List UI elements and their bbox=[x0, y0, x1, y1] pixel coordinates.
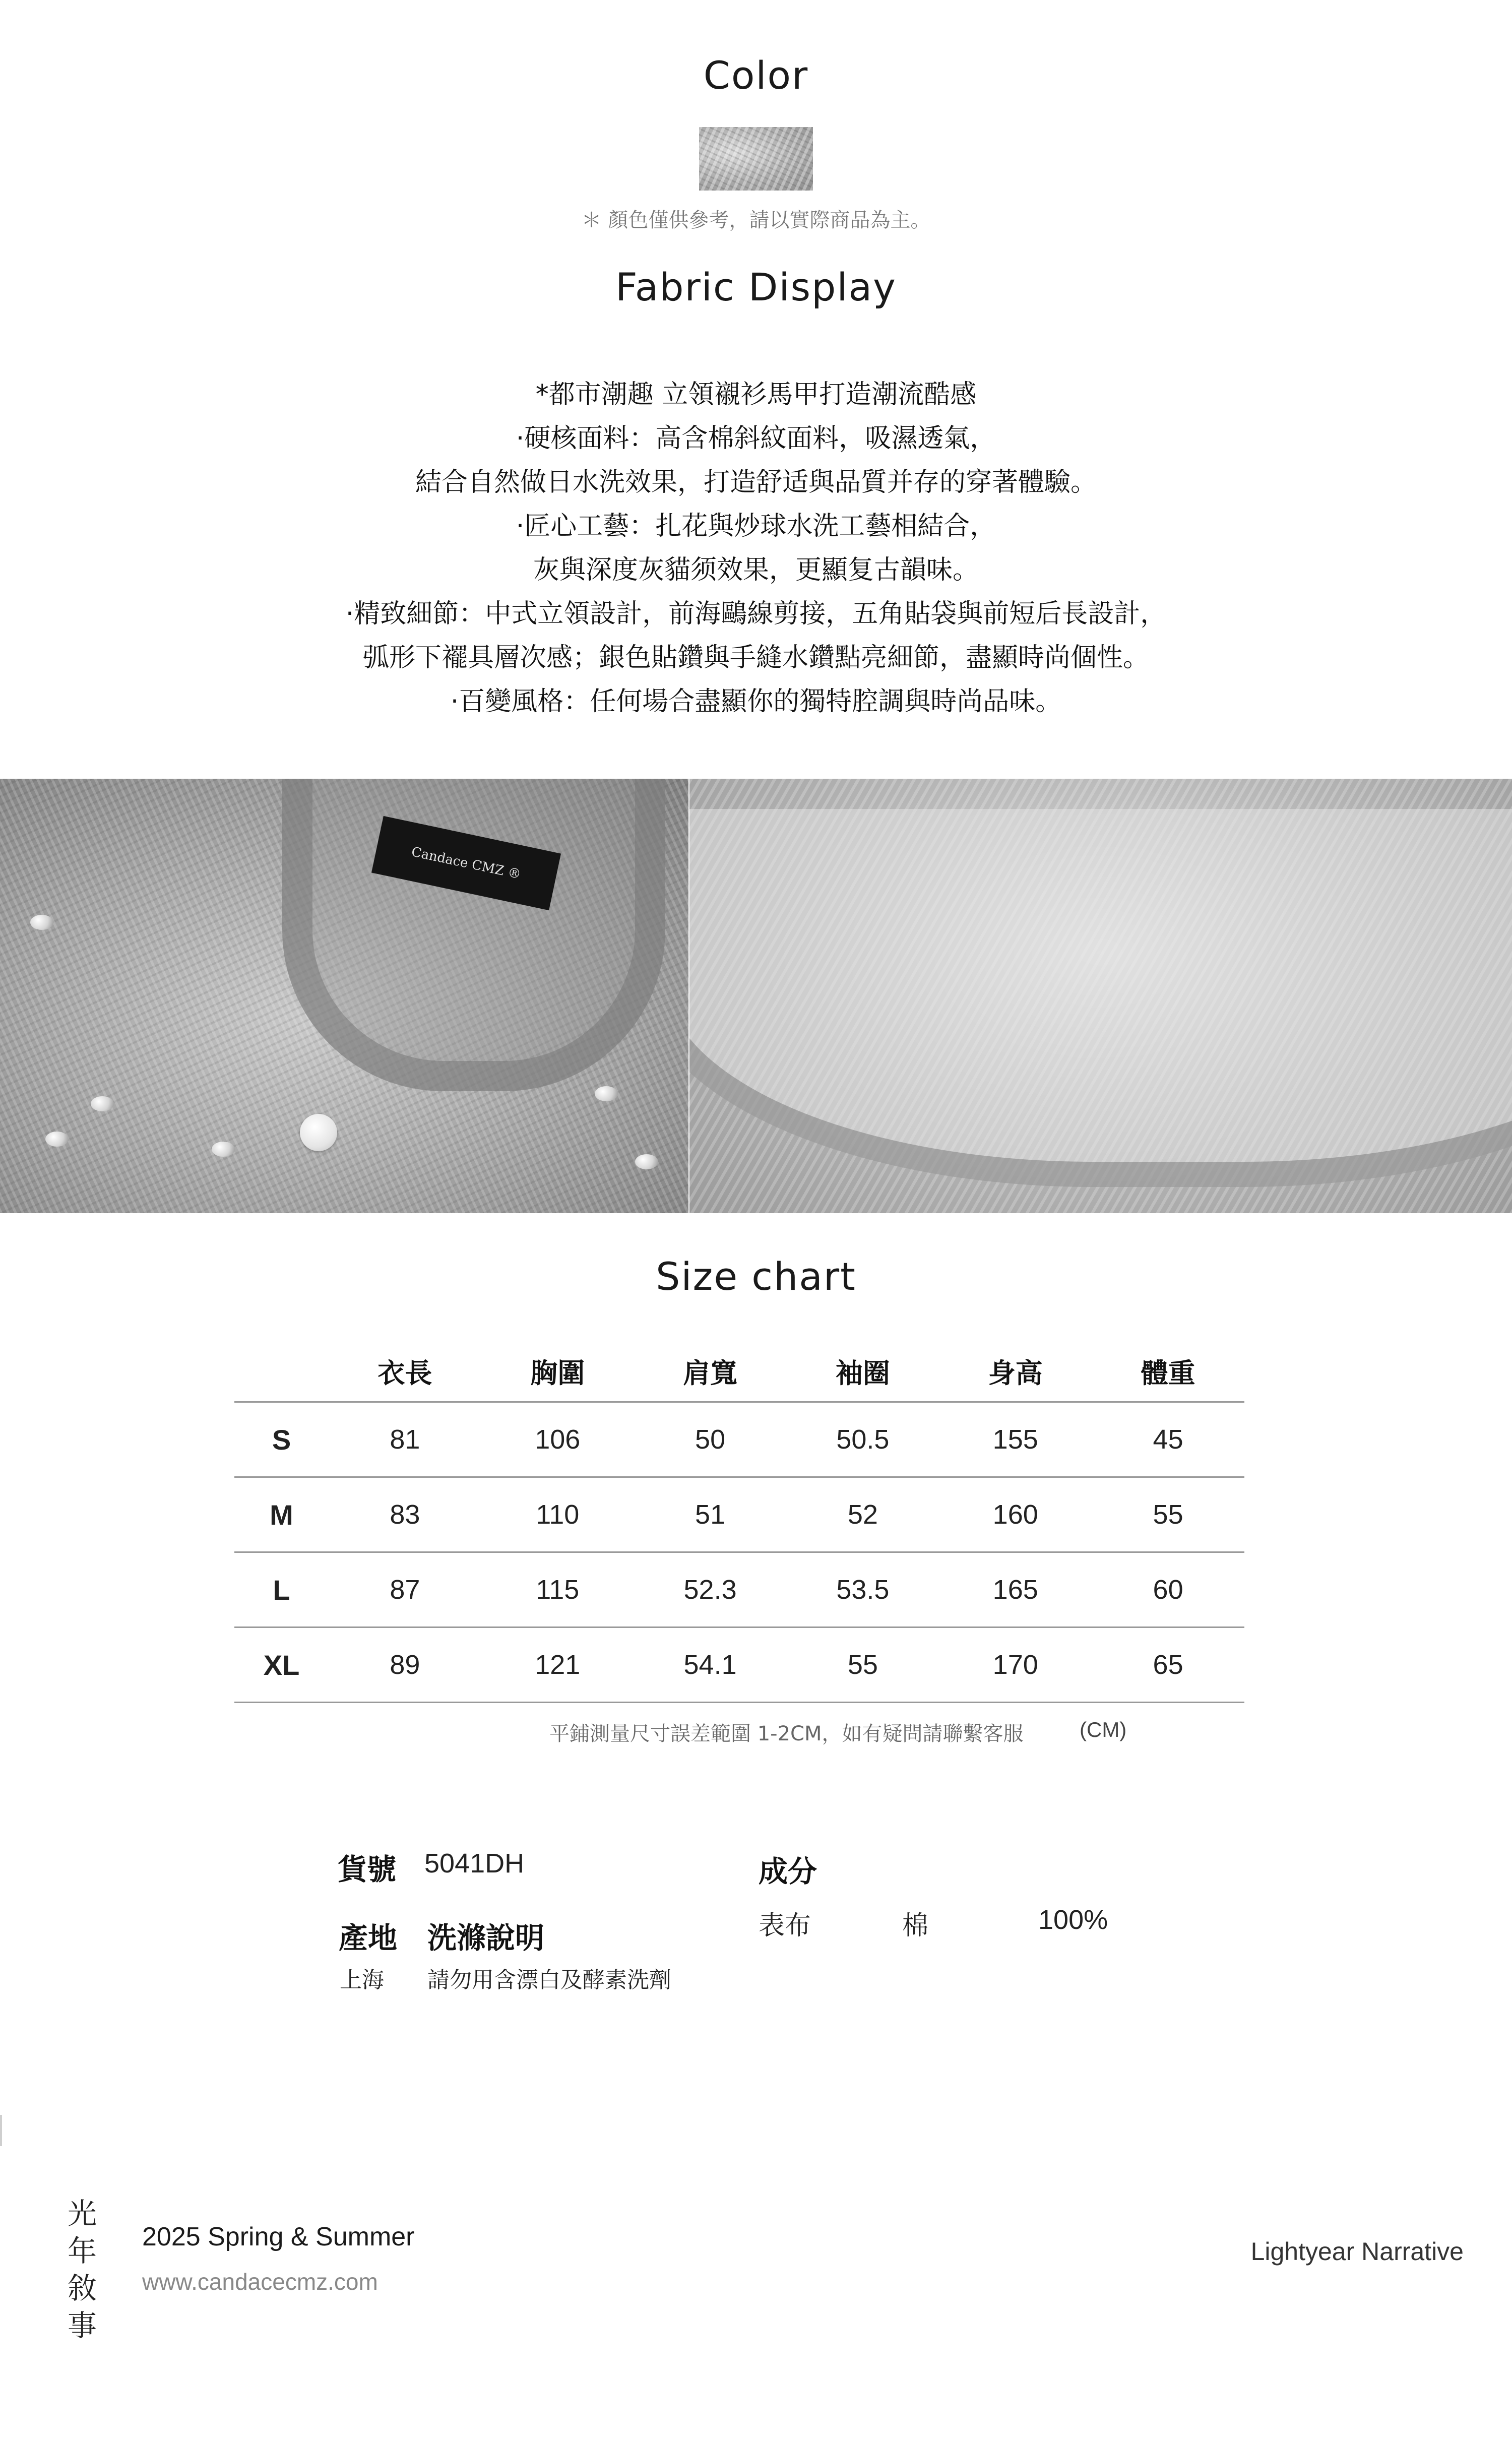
season-label: 2025 Spring & Summer bbox=[142, 2222, 415, 2251]
header-chest: 胸圍 bbox=[530, 1357, 585, 1389]
fabric-line: ·硬核面料：高含棉斜紋面料，吸濕透氣， bbox=[516, 423, 996, 454]
header-length: 衣長 bbox=[377, 1357, 432, 1389]
item-number: 5041DH bbox=[424, 1848, 525, 1879]
table-cell: 170 bbox=[939, 1627, 1092, 1703]
brand-char: 事 bbox=[67, 2308, 97, 2343]
table-cell: 55 bbox=[1092, 1477, 1244, 1552]
fabric-title: Fabric Display bbox=[615, 265, 897, 309]
fabric-line: 結合自然做日水洗效果，打造舒适與品質并存的穿著體驗。 bbox=[415, 467, 1097, 497]
table-row bbox=[234, 1627, 1244, 1703]
hem-detail-photo bbox=[689, 779, 1512, 1213]
header-corner bbox=[234, 1341, 329, 1402]
rhinestone bbox=[635, 1154, 658, 1169]
stand-collar bbox=[282, 779, 665, 1091]
curved-hem bbox=[689, 809, 1512, 1187]
brand-char: 年 bbox=[67, 2234, 97, 2268]
origin-label: 產地 bbox=[339, 1921, 398, 1955]
brand-label: Candace CMZ ® bbox=[371, 816, 561, 910]
table-row bbox=[234, 1477, 1244, 1552]
table-cell: 60 bbox=[1092, 1552, 1244, 1627]
origin-value: 上海 bbox=[340, 1967, 384, 1993]
table-cell: 50 bbox=[634, 1402, 787, 1477]
composition-material: 棉 bbox=[902, 1911, 929, 1941]
table-cell: 160 bbox=[939, 1477, 1092, 1552]
fabric-line: ·匠心工藝：扎花與炒球水洗工藝相結合， bbox=[516, 511, 996, 541]
composition-label: 成分 bbox=[759, 1854, 817, 1889]
measurement-tolerance-note: 平鋪測量尺寸誤差範圍 1-2CM，如有疑問請聯繫客服 bbox=[549, 1722, 1024, 1745]
item-number-label: 貨號 bbox=[338, 1852, 397, 1887]
header-shoulder: 肩寬 bbox=[683, 1357, 738, 1389]
fabric-line: 弧形下襬具層次感；銀色貼鑽與手縫水鑽點亮細節，盡顯時尚個性。 bbox=[362, 643, 1149, 673]
snap-button bbox=[300, 1114, 337, 1151]
composition-part: 表布 bbox=[759, 1911, 811, 1941]
table-cell: 115 bbox=[481, 1552, 634, 1627]
composition-percentage: 100% bbox=[1038, 1905, 1108, 1935]
color-swatch[interactable] bbox=[699, 127, 813, 191]
table-cell: 83 bbox=[329, 1477, 481, 1552]
fabric-line: ·百變風格：任何場合盡顯你的獨特腔調與時尚品味。 bbox=[450, 686, 1062, 717]
color-note: ＊ 顏色僅供參考，請以實際商品為主。 bbox=[581, 209, 931, 232]
collar-detail-photo bbox=[0, 779, 688, 1213]
table-row bbox=[234, 1552, 1244, 1627]
size-label: M bbox=[234, 1477, 329, 1552]
fabric-line: *都市潮趣 立領襯衫馬甲打造潮流酷感 bbox=[535, 380, 977, 410]
brand-vertical-title bbox=[65, 2195, 100, 2344]
size-label: L bbox=[234, 1552, 329, 1627]
rhinestone bbox=[30, 915, 53, 930]
size-label: XL bbox=[234, 1627, 329, 1703]
table-cell: 52.3 bbox=[634, 1552, 787, 1627]
edge-marker bbox=[0, 2115, 2, 2146]
wash-instructions: 請勿用含漂白及酵素洗劑 bbox=[427, 1967, 671, 1993]
table-cell: 87 bbox=[329, 1552, 481, 1627]
size-table bbox=[234, 1341, 1244, 1703]
rhinestone bbox=[212, 1142, 235, 1157]
rhinestone bbox=[595, 1086, 618, 1101]
table-cell: 50.5 bbox=[786, 1402, 939, 1477]
brand-char: 敘 bbox=[67, 2271, 97, 2305]
size-chart-title: Size chart bbox=[656, 1254, 856, 1299]
table-cell: 165 bbox=[939, 1552, 1092, 1627]
brand-char: 光 bbox=[67, 2197, 97, 2231]
rhinestone bbox=[45, 1132, 69, 1147]
table-cell: 55 bbox=[786, 1627, 939, 1703]
collection-name: Lightyear Narrative bbox=[1250, 2237, 1464, 2266]
table-cell: 121 bbox=[481, 1627, 634, 1703]
fabric-line: 灰與深度灰貓须效果，更顯复古韻味。 bbox=[533, 555, 979, 585]
rhinestone bbox=[91, 1096, 114, 1111]
unit-label: (CM) bbox=[1080, 1718, 1127, 1741]
table-cell: 155 bbox=[939, 1402, 1092, 1477]
header-armhole: 袖圈 bbox=[835, 1357, 890, 1389]
table-cell: 52 bbox=[786, 1477, 939, 1552]
table-cell: 106 bbox=[481, 1402, 634, 1477]
table-cell: 81 bbox=[329, 1402, 481, 1477]
size-table-header bbox=[234, 1341, 1244, 1402]
table-cell: 54.1 bbox=[634, 1627, 787, 1703]
wash-label: 洗滌說明 bbox=[427, 1921, 545, 1955]
table-cell: 51 bbox=[634, 1477, 787, 1552]
website-link[interactable]: www.candacecmz.com bbox=[142, 2269, 378, 2295]
table-cell: 45 bbox=[1092, 1402, 1244, 1477]
table-cell: 53.5 bbox=[786, 1552, 939, 1627]
header-height: 身高 bbox=[988, 1357, 1043, 1389]
table-cell: 110 bbox=[481, 1477, 634, 1552]
table-cell: 65 bbox=[1092, 1627, 1244, 1703]
table-cell: 89 bbox=[329, 1627, 481, 1703]
fabric-description bbox=[0, 373, 1512, 724]
color-title: Color bbox=[703, 53, 809, 98]
header-weight: 體重 bbox=[1141, 1357, 1195, 1389]
size-label: S bbox=[234, 1402, 329, 1477]
fabric-line: ·精致細節：中式立領設計，前海鷗線剪接，五角貼袋與前短后長設計， bbox=[345, 599, 1167, 629]
table-row bbox=[234, 1402, 1244, 1477]
